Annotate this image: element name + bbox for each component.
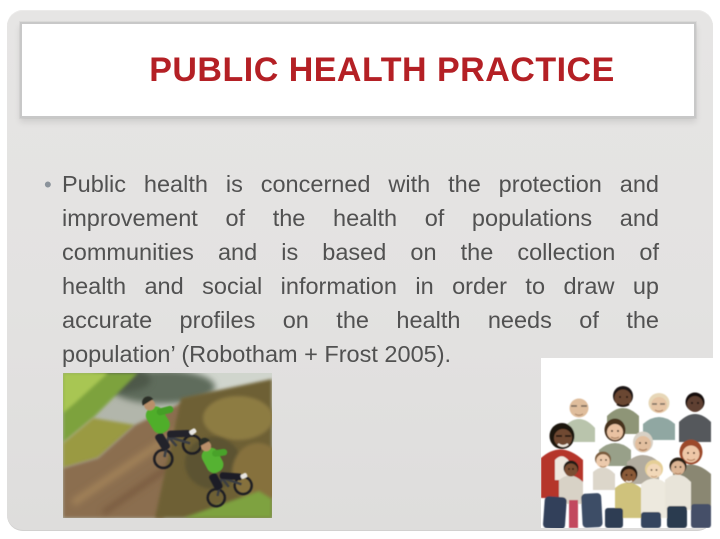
cyclists-image	[63, 373, 272, 518]
body-line-6: population’ (Robotham + Frost 2005).	[62, 341, 452, 367]
body-line-4: health and social information in order to draw up	[62, 273, 659, 299]
body-line-5: accurate profiles on the health needs of the	[62, 307, 659, 333]
bullet-paragraph	[62, 167, 659, 371]
bullet-icon: •	[44, 172, 52, 197]
body-line-2: improvement of the health of populations and	[62, 205, 659, 231]
diverse-group-image	[541, 358, 713, 528]
slide-title: PUBLIC HEALTH PRACTICE	[149, 50, 615, 89]
body-line-3: communities and is based on the collection of	[62, 239, 659, 265]
body-line-1: Public health is concerned with the protection and	[62, 171, 659, 197]
title-banner	[20, 22, 696, 118]
